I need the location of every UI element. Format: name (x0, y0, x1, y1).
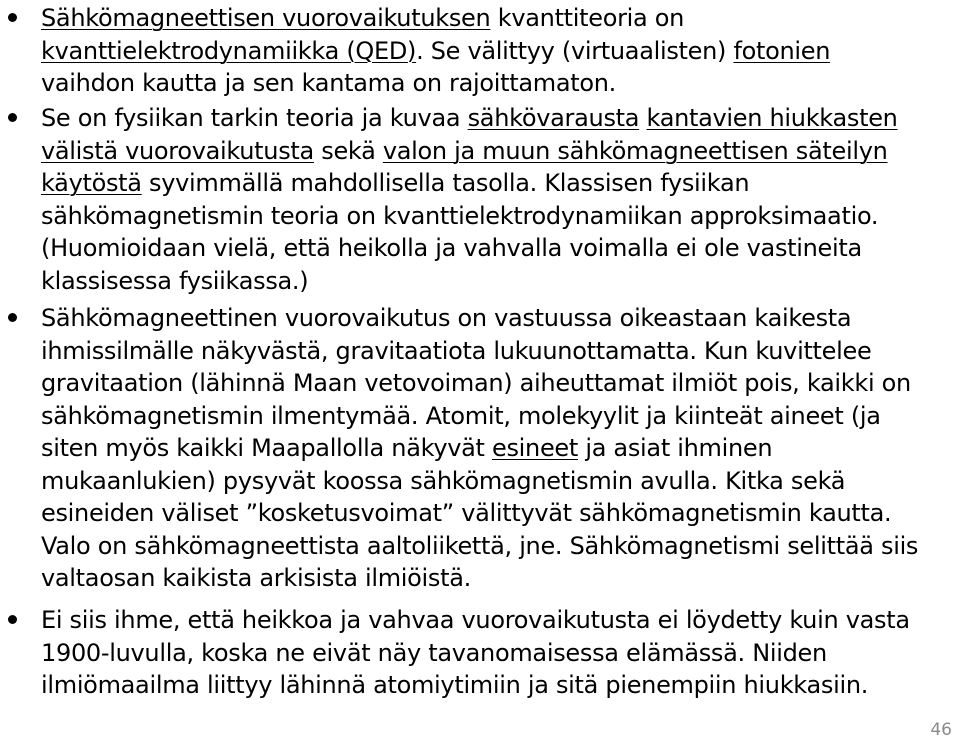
bullet-item (0, 2, 830, 100)
bullet-item (0, 102, 898, 297)
bullet-line (41, 637, 910, 670)
text-segment: 1900-luvulla, koska ne eivät näy tavanomaisessa elämässä. Niiden (41, 638, 827, 667)
text-segment: ja asiat ihminen (578, 434, 773, 462)
text-segment: mukaanlukien) pysyvät koossa sähkömagnetismin avulla. Kitka sekä (41, 466, 846, 495)
linked-term: kvanttielektrodynamiikka (QED) (41, 36, 417, 65)
bullet-line (41, 35, 830, 68)
bullet-line (41, 562, 918, 595)
bullet-line (41, 265, 898, 298)
text-segment: valtaosan kaikista arkisista ilmiöistä. (41, 564, 471, 592)
page-number: 46 (930, 720, 952, 740)
bullet-line (41, 465, 918, 498)
text-segment: gravitaation (lähinnä Maan vetovoiman) aiheuttamat ilmiöt pois, kaikki on (41, 369, 911, 397)
text-segment: Sähkömagneettinen vuorovaikutus on vastuussa oikeastaan kaikesta (41, 304, 852, 332)
text-segment: klassisessa fysiikassa.) (41, 266, 309, 295)
bullet-line (41, 67, 830, 100)
bullet-line (41, 400, 918, 433)
bullet-item (0, 604, 910, 702)
text-segment: siten myös kaikki Maapallolla näkyvät (41, 434, 492, 462)
text-segment: esineiden väliset ”kosketusvoimat” välittyvät sähkömagnetismin kautta. (41, 499, 892, 527)
bullet-line (41, 135, 898, 168)
text-segment: Se on fysiikan tarkin teoria ja kuvaa (41, 104, 468, 132)
text-segment: sähkömagnetismin teoria on kvanttielektrodynamiikan approksimaatio. (41, 201, 879, 230)
text-segment: (Huomioidaan vielä, että heikolla ja vahvalla voimalla ei ole vastineita (41, 234, 862, 262)
text-segment: ilmiömaailma liittyy lähinnä atomiytimiin ja sitä pienempiin hiukkasiin. (41, 671, 869, 699)
text-segment: ihmissilmälle näkyvästä, gravitaatiota lukuunottamatta. Kun kuvittelee (41, 336, 872, 365)
bullet-line (41, 335, 918, 368)
text-segment: syvimmällä mahdollisella tasolla. Klassisen fysiikan (141, 169, 750, 197)
bullet-line (41, 604, 910, 637)
linked-term: välistä vuorovaikutusta (41, 136, 314, 165)
text-segment: sähkömagnetismin ilmentymää. Atomit, molekyylit ja kiinteät aineet (ja (41, 401, 881, 430)
bullet-dot-icon (8, 313, 17, 322)
bullet-line (41, 669, 910, 702)
bullet-line (41, 432, 918, 465)
bullet-line (41, 200, 898, 233)
linked-term: sähkövarausta (467, 104, 640, 132)
linked-term: fotonien (733, 36, 831, 65)
linked-term: valon ja muun sähkömagneettisen säteilyn (382, 136, 888, 165)
bullet-line (41, 530, 918, 563)
bullet-line (41, 102, 898, 135)
bullet-line (41, 167, 898, 200)
bullet-line (41, 497, 918, 530)
bullet-dot-icon (8, 113, 17, 122)
bullet-dot-icon (8, 615, 17, 624)
linked-term: esineet (492, 434, 578, 462)
text-segment: Valo on sähkömagneettista aaltoliikettä, jne. Sähkömagnetismi selittää siis (41, 531, 919, 560)
text-segment: Ei siis ihme, että heikkoa ja vahvaa vuorovaikutusta ei löydetty kuin vasta (41, 606, 910, 634)
text-segment: . Se välittyy (virtuaalisten) (416, 36, 734, 65)
linked-term: käytöstä (41, 169, 142, 197)
text-segment: kvanttiteoria on (490, 4, 685, 32)
linked-term: Sähkömagneettisen vuorovaikutuksen (41, 4, 491, 32)
bullet-line (41, 302, 918, 335)
text-segment (639, 104, 646, 132)
text-segment: sekä (313, 136, 383, 165)
bullet-line (41, 232, 898, 265)
text-segment: vaihdon kautta ja sen kantama on rajoittamaton. (41, 69, 617, 97)
linked-term: kantavien hiukkasten (646, 104, 898, 132)
bullet-line (41, 367, 918, 400)
bullet-dot-icon (8, 13, 17, 22)
bullet-item (0, 302, 918, 595)
bullet-line (41, 2, 830, 35)
